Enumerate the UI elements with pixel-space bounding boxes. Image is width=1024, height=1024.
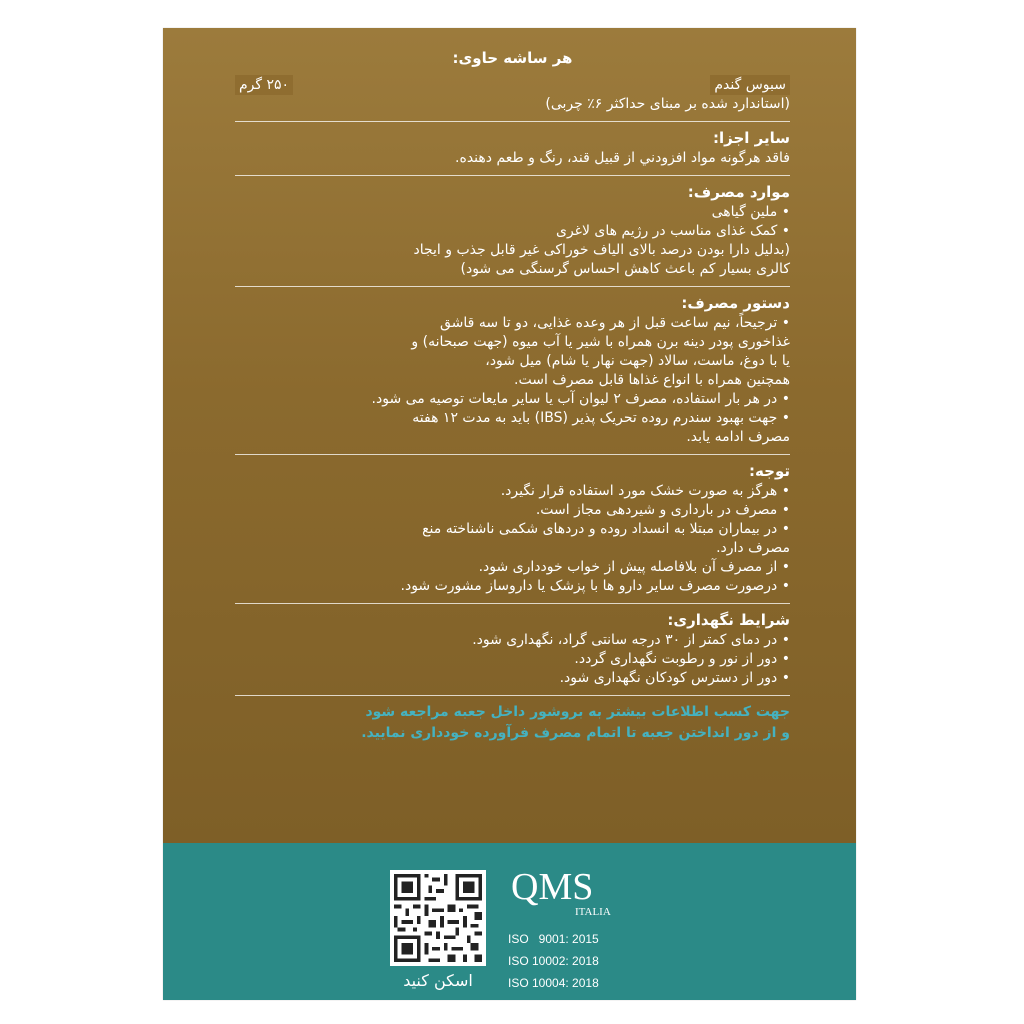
qms-italia-logo — [511, 863, 621, 918]
iso-line: ISO 9001: 2015 — [508, 932, 599, 946]
notes-line: • از مصرف آن بلافاصله پیش از خواب خودداری شود. — [478, 559, 790, 575]
scan-label: اسکن کنید — [403, 971, 473, 990]
info-panel — [163, 28, 856, 843]
ingredient-amount: ۲۵۰ گرم — [235, 75, 293, 95]
footnote-line: و از دور انداختن جعبه تا اتمام مصرف فرآورده خودداری نمایید. — [361, 725, 790, 741]
info-content — [235, 48, 790, 744]
divider — [235, 175, 790, 176]
directions-line: • ترجیحاً، نیم ساعت قبل از هر وعده غذایی، دو تا سه قاشق — [440, 315, 790, 331]
divider — [235, 454, 790, 455]
directions-line: یا با دوغ، ماست، سالاد (جهت نهار یا شام) میل شود، — [485, 353, 790, 369]
other-ingredients-line: فاقد هرگونه مواد افزودني از قبیل قند، رنگ و طعم دهنده. — [455, 150, 790, 166]
footnote-line: جهت کسب اطلاعات بیشتر به بروشور داخل جعبه مراجعه شود — [365, 704, 790, 720]
contents-title: هر ساشه حاوی: — [452, 49, 573, 67]
notes-line: • در بیماران مبتلا به انسداد روده و دردهای شکمی ناشناخته منع — [422, 521, 790, 537]
notes-line: • درصورت مصرف سایر دارو ها با پزشک یا داروساز مشورت شود. — [400, 578, 790, 594]
standard-note: (استاندارد شده بر مبنای حداکثر ۶٪ چربی) — [545, 96, 790, 112]
storage-line: • در دمای کمتر از ۳۰ درجه سانتی گراد، نگهداری شود. — [472, 632, 790, 648]
product-box-back — [163, 28, 856, 1000]
qr-code-icon[interactable] — [390, 870, 486, 966]
ingredient-name: سبوس گندم — [710, 75, 790, 95]
uses-line: (بدلیل دارا بودن درصد بالای الیاف خوراکی غیر قابل جذب و ایجاد — [413, 242, 790, 258]
ingredient-row — [235, 75, 790, 95]
iso-certifications — [508, 928, 599, 994]
qms-logo-subtext: ITALIA — [575, 906, 611, 918]
directions-line: مصرف ادامه یابد. — [686, 429, 790, 445]
storage-line: • دور از نور و رطوبت نگهداری گردد. — [574, 651, 790, 667]
directions-line: غذاخوری پودر دینه برن همراه با شیر یا آب میوه (جهت صبحانه) و — [411, 334, 790, 350]
notes-line: • هرگز به صورت خشک مورد استفاده قرار نگیرد. — [500, 483, 790, 499]
directions-title: دستور مصرف: — [681, 294, 790, 312]
divider — [235, 121, 790, 122]
divider — [235, 603, 790, 604]
iso-line: ISO 10004: 2018 — [508, 976, 599, 990]
directions-line: همچنین همراه با انواع غذاها قابل مصرف است. — [514, 372, 790, 388]
notes-line: مصرف دارد. — [716, 540, 790, 556]
qms-logo-text: QMS — [511, 866, 594, 908]
uses-line: • ملین گیاهی — [711, 204, 790, 220]
storage-title: شرایط نگهداری: — [667, 611, 790, 629]
directions-line: • جهت بهبود سندرم روده تحریک پذیر (IBS) باید به مدت ۱۲ هفته — [412, 410, 790, 426]
uses-line: کالری بسیار کم باعث کاهش احساس گرسنگی می شود) — [460, 261, 790, 277]
divider — [235, 695, 790, 696]
certification-panel — [163, 843, 856, 1000]
notes-line: • مصرف در بارداری و شیردهی مجاز است. — [535, 502, 790, 518]
uses-title: موارد مصرف: — [687, 183, 790, 201]
divider — [235, 286, 790, 287]
directions-line: • در هر بار استفاده، مصرف ۲ لیوان آب یا سایر مایعات توصیه می شود. — [371, 391, 790, 407]
iso-line: ISO 10002: 2018 — [508, 954, 599, 968]
other-ingredients-title: سایر اجزا: — [713, 129, 790, 147]
notes-title: توجه: — [749, 462, 790, 480]
storage-line: • دور از دسترس کودکان نگهداری شود. — [559, 670, 790, 686]
uses-line: • کمک غذای مناسب در رژیم های لاغری — [555, 223, 790, 239]
